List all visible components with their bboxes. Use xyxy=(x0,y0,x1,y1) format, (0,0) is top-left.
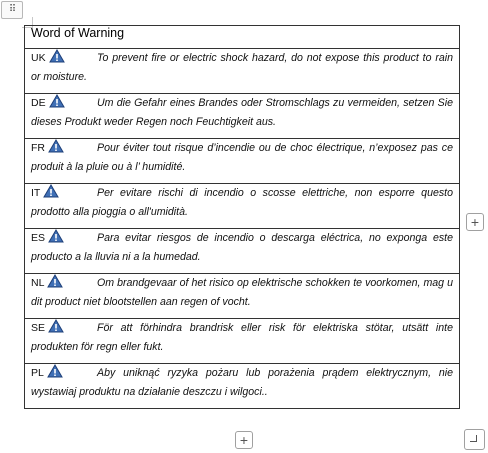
warning-text: Per evitare rischi di incendio o scosse elettriche, non esporre questo prodotto alla pioggia o all'umidità. xyxy=(31,187,453,218)
warning-cell[interactable] xyxy=(25,319,460,364)
warning-text: Aby uniknąć ryzyka pożaru lub porażenia prądem elektrycznym, nie wystawiaj produktu na działanie deszczu i wilgoci.. xyxy=(31,367,453,398)
language-label xyxy=(31,229,97,249)
table-resize-handle[interactable] xyxy=(464,429,485,450)
warning-cell[interactable] xyxy=(25,274,460,319)
warning-cell[interactable] xyxy=(25,94,460,139)
language-label xyxy=(31,94,97,114)
table-move-handle[interactable] xyxy=(1,1,23,19)
language-label xyxy=(31,319,97,339)
language-code: FR xyxy=(31,142,45,154)
table-row xyxy=(25,139,460,184)
warning-text: Om brandgevaar of het risico op elektrische schokken te voorkomen, mag u dit product niet blootstellen aan regen of vocht. xyxy=(31,277,453,308)
add-row-button[interactable] xyxy=(235,431,253,449)
warning-triangle-icon xyxy=(48,319,64,339)
language-code: ES xyxy=(31,232,46,244)
warning-text: Para evitar riesgos de incendio o descarga eléctrica, no exponga este producto a la lluvia ni a la humedad. xyxy=(31,232,453,263)
language-code: IT xyxy=(31,187,41,199)
warning-text: Pour éviter tout risque d’incendie ou de choc électrique, n’exposez pas ce produit à la pluie ou à l’ humidité. xyxy=(31,142,453,173)
table-title-row xyxy=(25,26,460,49)
plus-icon: + xyxy=(239,432,249,448)
warning-text: För att förhindra brandrisk eller risk för elektriska stötar, utsätt inte produkten för regn eller fukt. xyxy=(31,322,453,353)
table-row xyxy=(25,364,460,409)
language-label xyxy=(31,274,97,294)
warning-cell[interactable] xyxy=(25,139,460,184)
language-code: PL xyxy=(31,367,44,379)
language-label xyxy=(31,139,97,159)
table-row xyxy=(25,184,460,229)
language-code: UK xyxy=(31,52,46,64)
language-code: DE xyxy=(31,97,46,109)
language-label xyxy=(31,49,97,69)
plus-icon: + xyxy=(470,214,480,230)
table-row xyxy=(25,274,460,319)
warning-cell[interactable] xyxy=(25,364,460,409)
resize-icon xyxy=(470,435,477,442)
table-row xyxy=(25,49,460,94)
warning-triangle-icon xyxy=(47,274,63,294)
warning-triangle-icon xyxy=(43,184,59,204)
warning-cell[interactable] xyxy=(25,184,460,229)
warning-cell[interactable] xyxy=(25,229,460,274)
add-column-button[interactable] xyxy=(466,213,484,231)
warning-triangle-icon xyxy=(48,229,64,249)
language-code: NL xyxy=(31,277,45,289)
warning-text: Um die Gefahr eines Brandes oder Stromschlags zu vermeiden, setzen Sie dieses Produkt weder Regen noch Feuchtigkeit aus. xyxy=(31,97,453,128)
warning-triangle-icon xyxy=(49,94,65,114)
warning-table xyxy=(24,25,460,409)
table-title[interactable]: Word of Warning xyxy=(25,26,460,49)
warning-triangle-icon xyxy=(47,364,63,384)
move-handle-icon: ⠿ xyxy=(8,4,16,15)
warning-triangle-icon xyxy=(49,49,65,69)
warning-cell[interactable] xyxy=(25,49,460,94)
warning-triangle-icon xyxy=(48,139,64,159)
table-row xyxy=(25,94,460,139)
language-label xyxy=(31,364,97,384)
warning-text: To prevent fire or electric shock hazard, do not expose this product to rain or moisture. xyxy=(31,52,453,83)
table-row xyxy=(25,229,460,274)
language-label xyxy=(31,184,97,204)
language-code: SE xyxy=(31,322,46,334)
table-row xyxy=(25,319,460,364)
